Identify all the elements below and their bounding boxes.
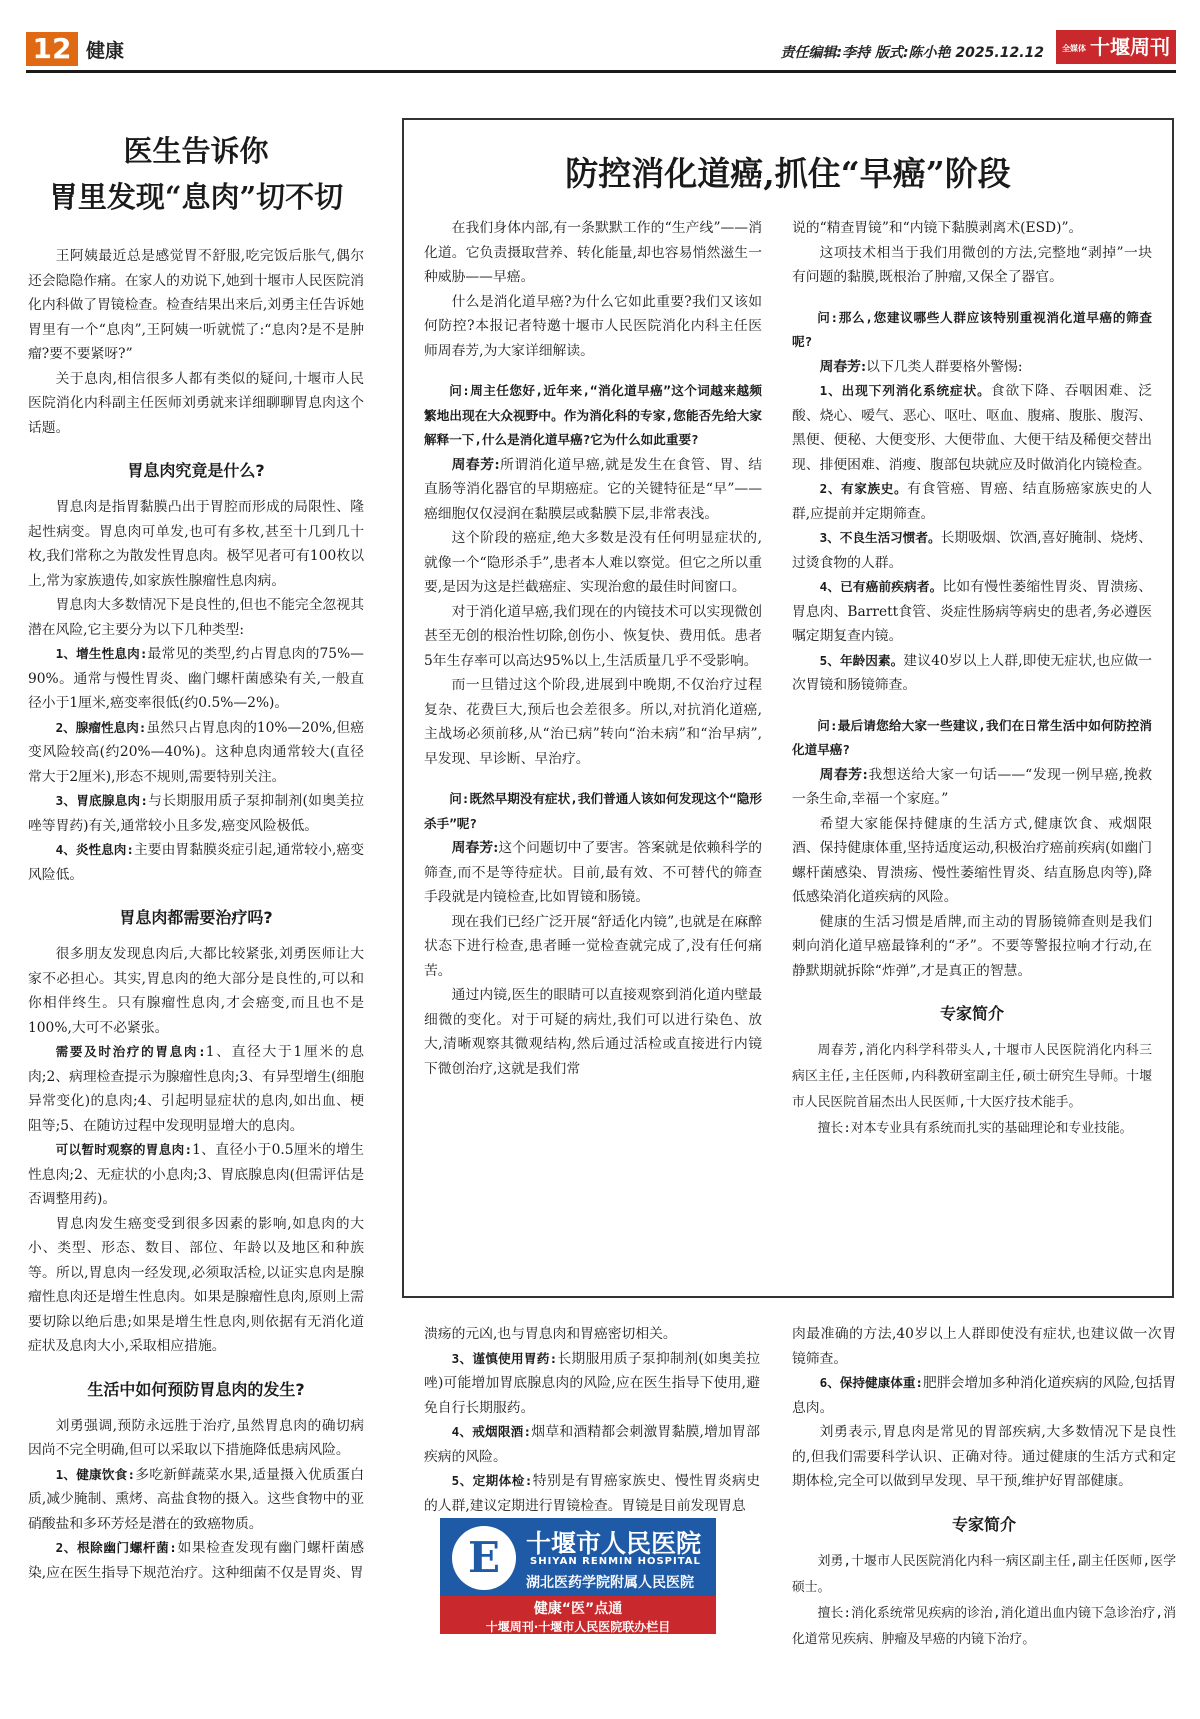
header-divider <box>26 70 1176 73</box>
box-column-right <box>792 216 1152 1142</box>
inline-text: 多吃新鲜蔬菜水果,适量摄入优质蛋白质,减少腌制、熏烤、高盐食物的摄入。这些食物中的亚硝酸盐和多环芳烃是潜在的致癌物质。 <box>28 1466 365 1532</box>
group-label: 4、已有癌前疾病者。 <box>819 579 943 594</box>
body-paragraph <box>792 1371 1176 1420</box>
body-paragraph: 对于消化道早癌,我们现在的内镜技术可以实现微创甚至无创的根治性切除,创伤小、恢复快、费用低。患者5年生存率可以高达95%以上,生活质量几乎不受影响。 <box>424 603 762 669</box>
inline-label: 5、定期体检: <box>451 1473 533 1488</box>
inline-text: 特别是有胃癌家族史、慢性胃炎病史的人群,建议定期进行胃镜检查。胃镜是目前发现胃息 <box>424 1473 760 1514</box>
profile-text: 刘勇,十堰市人民医院消化内科一病区副主任,副主任医师,医学硕士。 <box>792 1553 1176 1595</box>
body-paragraph: 现在我们已经广泛开展“舒适化内镜”,也就是在麻醉状态下进行检查,患者睡一觉检查就完成了,没有任何痛苦。 <box>424 913 762 979</box>
left-title-line2: 胃里发现“息肉”切不切 <box>48 180 344 214</box>
subheading: 胃息肉究竟是什么? <box>127 461 265 480</box>
inline-text: 肥胖会增加多种消化道疾病的风险,包括胃息肉。 <box>792 1375 1177 1416</box>
inline-text: 如果检查发现有幽门螺杆菌感染,应在医生指导下规范治疗。这种细菌不仅是胃炎、胃 <box>28 1540 365 1581</box>
column-name: 健康“医”点通 <box>533 1601 623 1617</box>
hospital-logo-banner <box>440 1518 716 1634</box>
spacer <box>424 363 762 379</box>
interview-question: 问:既然早期没有症状,我们普通人该如何发现这个“隐形杀手”呢? <box>424 791 762 831</box>
continuation-column-right <box>792 1322 1176 1653</box>
spacer <box>792 698 1152 714</box>
body-paragraph: 刘勇强调,预防永远胜于治疗,虽然胃息肉的确切病因尚不完全明确,但可以采取以下措施降低患病风险。 <box>28 1417 364 1458</box>
hospital-affiliation: 湖北医药学院附属人民医院 <box>526 1575 694 1591</box>
group-label: 2、有家族史。 <box>819 481 908 496</box>
inline-label: 2、根除幽门螺杆菌: <box>55 1540 177 1555</box>
interview-answer <box>424 453 762 527</box>
answer-text: 我想送给大家一句话——“发现一例早癌,挽救一条生命,幸福一个家庭。” <box>792 766 1152 807</box>
spacer <box>424 771 762 787</box>
body-paragraph <box>28 1040 364 1138</box>
subheading: 胃息肉都需要治疗吗? <box>119 908 273 927</box>
interview-answer <box>424 836 762 910</box>
inline-label: 可以暂时观察的胃息肉: <box>55 1142 193 1157</box>
left-title-line1: 医生告诉你 <box>123 134 269 168</box>
body-paragraph <box>424 1347 760 1421</box>
intro-paragraph: 王阿姨最近总是感觉胃不舒服,吃完饭后胀气,偶尔还会隐隐作痛。在家人的劝说下,她到十堰市人民医院消化内科做了胃镜检查。检查结果出来后,刘勇主任告诉她胃里有一个“息肉”,王阿姨一听就慌了:“息肉?是不是肿瘤?要不要紧呀?” <box>28 248 364 362</box>
group-label: 3、不良生活习惯者。 <box>819 530 941 545</box>
body-paragraph: 而一旦错过这个阶段,进展到中晚期,不仅治疗过程复杂、花费巨大,预后也会差很多。所以,对抗消化道癌,主战场必须前移,从“治已病”转向“治未病”和“治早病”,早发现、早诊断、早治疗。 <box>424 677 762 767</box>
profile-text: 擅长:对本专业具有系统而扎实的基础理论和专业技能。 <box>817 1121 1133 1136</box>
subheading: 生活中如何预防胃息肉的发生? <box>87 1379 305 1399</box>
body-paragraph: 溃疡的元凶,也与胃息肉和胃癌密切相关。 <box>424 1326 677 1342</box>
body-paragraph <box>424 1420 760 1469</box>
continuation-column-middle <box>424 1322 760 1518</box>
inline-label: 4、戒烟限酒: <box>451 1424 532 1439</box>
profile-text: 擅长:消化系统常见疾病的诊治,消化道出血内镜下急诊治疗,消化道常见疾病、肿瘤及早癌的内镜下治疗。 <box>792 1605 1176 1647</box>
spacer <box>792 290 1152 306</box>
group-text: 长期吸烟、饮酒,喜好腌制、烧烤、过烫食物的人群。 <box>792 530 1152 571</box>
profile-text: 周春芳,消化内科学科带头人,十堰市人民医院消化内科三病区主任,主任医师,内科教研室副主任,硕士研究生导师。十堰市人民医院首届杰出人民医师,十大医疗技术能手。 <box>792 1043 1152 1110</box>
masthead-text: 十堰周刊 <box>1090 35 1170 59</box>
inline-text: 长期服用质子泵抑制剂(如奥美拉唑)可能增加胃底腺息肉的风险,应在医生指导下使用,避免自行长期服药。 <box>424 1350 760 1416</box>
body-paragraph: 什么是消化道早癌?为什么它如此重要?我们又该如何防控?本报记者特邀十堰市人民医院消化内科主任医师周春芳,为大家详细解读。 <box>424 293 762 359</box>
group-item <box>792 379 1152 477</box>
body-paragraph: 这项技术相当于我们用微创的方法,完整地“剥掉”一块有问题的黏膜,既根治了肿瘤,又保全了器官。 <box>792 244 1152 285</box>
interview-question: 问:周主任您好,近年来,“消化道早癌”这个词越来越频繁地出现在大众视野中。作为消化科的专家,您能否先给大家解释一下,什么是消化道早癌?它为什么如此重要? <box>424 383 762 447</box>
body-paragraph: 胃息肉大多数情况下是良性的,但也不能完全忽视其潜在风险,它主要分为以下几种类型: <box>28 597 364 638</box>
body-paragraph: 胃息肉发生癌变受到很多因素的影响,如息肉的大小、类型、形态、数目、部位、年龄以及地区和种族等。所以,胃息肉一经发现,必须取活检,以证实息肉是腺瘤性息肉还是增生性息肉。如果是腺瘤性息肉,原则上需要切除以绝后患;如果是增生性息肉,则依据有无消化道症状及息肉大小,采取相应措施。 <box>28 1215 364 1354</box>
masthead-logo <box>1056 30 1176 64</box>
profile-heading: 专家简介 <box>939 1004 1004 1023</box>
type-text: 主要由胃黏膜炎症引起,通常较小,癌变风险低。 <box>28 842 364 883</box>
type-text: 最常见的类型,约占胃息肉的75%—90%。通常与慢性胃炎、幽门螺杆菌感染有关,一般直径小于1厘米,癌变率很低(约0.5%—2%)。 <box>28 646 364 711</box>
page-number: 12 <box>26 32 78 66</box>
type-label: 1、增生性息肉: <box>55 646 148 661</box>
body-paragraph: 刘勇表示,胃息肉是常见的胃部疾病,大多数情况下是良性的,但我们需要科学认识、正确对待。通过健康的生活方式和定期体检,完全可以做到早发现、早干预,维护好胃部健康。 <box>792 1424 1176 1489</box>
inline-label: 需要及时治疗的胃息肉: <box>55 1044 206 1059</box>
section-name: 健康 <box>86 40 125 62</box>
body-paragraph: 胃息肉是指胃黏膜凸出于胃腔而形成的局限性、隆起性病变。胃息肉可单发,也可有多枚,甚至十几到几十枚,我们常称之为散发性胃息肉。极罕见者可有100枚以上,常为家族遗传,如家族性腺瘤性息肉病。 <box>28 499 364 589</box>
type-item <box>28 789 364 838</box>
inline-label: 1、健康饮食: <box>55 1466 136 1482</box>
group-item <box>792 477 1152 526</box>
group-text: 有食管癌、胃癌、结直肠癌家族史的人群,应提前并定期筛查。 <box>792 481 1152 522</box>
left-column <box>28 244 364 1585</box>
body-paragraph <box>28 1463 364 1537</box>
body-paragraph <box>424 1469 760 1518</box>
answer-label: 周春芳: <box>451 456 500 473</box>
body-paragraph: 希望大家能保持健康的生活方式,健康饮食、戒烟限酒、保持健康体重,坚持适度运动,积极治疗癌前疾病(如幽门螺杆菌感染、胃溃疡、慢性萎缩性胃炎、结直肠息肉等),降低感染消化道疾病的风险。 <box>792 815 1152 905</box>
left-article-title <box>26 128 366 220</box>
group-text: 食欲下降、吞咽困难、泛酸、烧心、嗳气、恶心、呕吐、呕血、腹痛、腹胀、腹泻、黑便、便秘、大便变形、大便带血、大便干结及稀便交替出现、排便困难、消瘦、腹部包块就应及时做消化内镜检查。 <box>792 383 1152 473</box>
inline-label: 3、谨慎使用胃药: <box>451 1350 558 1366</box>
group-text: 建议40岁以上人群,即使无症状,也应做一次胃镜和肠镜筛查。 <box>792 652 1152 693</box>
group-label: 5、年龄因素。 <box>819 652 904 668</box>
type-label: 2、腺瘤性息肉: <box>55 719 147 735</box>
body-paragraph: 通过内镜,医生的眼睛可以直接观察到消化道内壁最细微的变化。对于可疑的病灶,我们可以进行染色、放大,清晰观察其微观结构,然后通过活检或直接进行内镜下微创治疗,这就是我们常 <box>424 987 762 1077</box>
body-paragraph <box>28 1536 364 1585</box>
masthead-small: 全媒体 <box>1062 43 1086 53</box>
body-paragraph: 在我们身体内部,有一条默默工作的“生产线”——消化道。它负责摄取营养、转化能量,却也容易悄然滋生一种威胁——早癌。 <box>424 220 762 285</box>
type-label: 3、胃底腺息肉: <box>55 793 148 808</box>
answer-label: 周春芳: <box>451 840 499 856</box>
hospital-name-en: SHIYAN RENMIN HOSPITAL <box>530 1556 701 1567</box>
box-article-title: 防控消化道癌,抓住“早癌”阶段 <box>565 154 1011 193</box>
inline-text: 1、直径大于1厘米的息肉;2、病理检查提示为腺瘤性息肉;3、有异型增生(细胞异常变化)的息肉;4、引起明显症状的息肉,如出血、梗阻等;5、在随访过程中发现明显增大的息肉。 <box>28 1044 364 1134</box>
type-text: 虽然只占胃息肉的10%—20%,但癌变风险较高(约20%—40%)。这种息肉通常较大(直径常大于2厘米),形态不规则,需要特别关注。 <box>28 719 365 785</box>
box-column-left <box>424 216 762 1081</box>
body-paragraph: 很多朋友发现息肉后,大都比较紧张,刘勇医师让大家不必担心。其实,胃息肉的绝大部分是良性的,可以和你相伴终生。只有腺瘤性息肉,才会癌变,而且也不是100%,大可不必紧张。 <box>28 946 364 1036</box>
interview-answer <box>792 763 1152 812</box>
column-banner <box>440 1596 716 1634</box>
type-label: 4、炎性息肉: <box>55 842 134 857</box>
answer-label: 周春芳: <box>819 766 868 783</box>
group-item <box>792 649 1152 698</box>
answer-text: 所谓消化道早癌,就是发生在食管、胃、结直肠等消化器官的早期癌症。它的关键特征是“早”——癌细胞仅仅浸润在黏膜层或黏膜下层,非常表浅。 <box>424 456 762 522</box>
type-text: 与长期服用质子泵抑制剂(如奥美拉唑等胃药)有关,通常较小且多发,癌变风险极低。 <box>28 793 364 834</box>
inline-label: 6、保持健康体重: <box>819 1375 924 1390</box>
answer-text: 这个问题切中了要害。答案就是依赖科学的筛查,而不是等待症状。目前,最有效、不可替代的筛查手段就是内镜检查,比如胃镜和肠镜。 <box>424 840 763 905</box>
editor-credits: 责任编辑:李持 版式:陈小艳 2025.12.12 <box>780 45 1044 61</box>
interview-answer <box>792 355 1152 380</box>
body-paragraph: 这个阶段的癌症,绝大多数是没有任何明显症状的,就像一个“隐形杀手”,患者本人难以察觉。但它之所以重要,是因为这是拦截癌症、实现治愈的最佳时间窗口。 <box>424 530 762 595</box>
intro-paragraph: 关于息肉,相信很多人都有类似的疑问,十堰市人民医院消化内科副主任医师刘勇就来详细聊聊胃息肉这个话题。 <box>28 370 364 436</box>
body-paragraph <box>28 1138 364 1212</box>
column-sponsor: 十堰周刊·十堰市人民医院联办栏目 <box>485 1620 671 1634</box>
page-header <box>26 30 1176 70</box>
body-paragraph: 肉最准确的方法,40岁以上人群即使没有症状,也建议做一次胃镜筛查。 <box>792 1326 1176 1367</box>
profile-heading: 专家简介 <box>951 1514 1016 1534</box>
answer-text: 以下几类人群要格外警惕: <box>866 358 1023 375</box>
type-item <box>28 716 364 790</box>
hospital-name: 十堰市人民医院 <box>526 1529 702 1558</box>
group-item <box>792 526 1152 575</box>
type-item <box>28 838 364 887</box>
body-paragraph: 健康的生活习惯是盾牌,而主动的胃肠镜筛查则是我们刺向消化道早癌最锋利的“矛”。不要等警报拉响才行动,在静默期就拆除“炸弹”,才是真正的智慧。 <box>792 913 1152 979</box>
body-paragraph: 说的“精查胃镜”和“内镜下黏膜剥离术(ESD)”。 <box>792 220 1083 236</box>
group-label: 1、出现下列消化系统症状。 <box>819 383 991 398</box>
type-item <box>28 642 364 716</box>
answer-label: 周春芳: <box>819 358 867 375</box>
hospital-emblem-icon: E <box>452 1526 516 1590</box>
group-item <box>792 575 1152 649</box>
inline-text: 烟草和酒精都会刺激胃黏膜,增加胃部疾病的风险。 <box>424 1424 761 1465</box>
interview-question: 问:最后请您给大家一些建议,我们在日常生活中如何防控消化道早癌? <box>792 717 1152 757</box>
group-text: 比如有慢性萎缩性胃炎、胃溃疡、胃息肉、Barrett食管、炎症性肠病等病史的患者,务必遵医嘱定期复查内镜。 <box>792 579 1152 644</box>
inline-text: 1、直径小于0.5厘米的增生性息肉;2、无症状的小息肉;3、胃底腺息肉(但需评估是否调整用药)。 <box>28 1142 364 1207</box>
interview-question: 问:那么,您建议哪些人群应该特别重视消化道早癌的筛查呢? <box>792 309 1152 349</box>
